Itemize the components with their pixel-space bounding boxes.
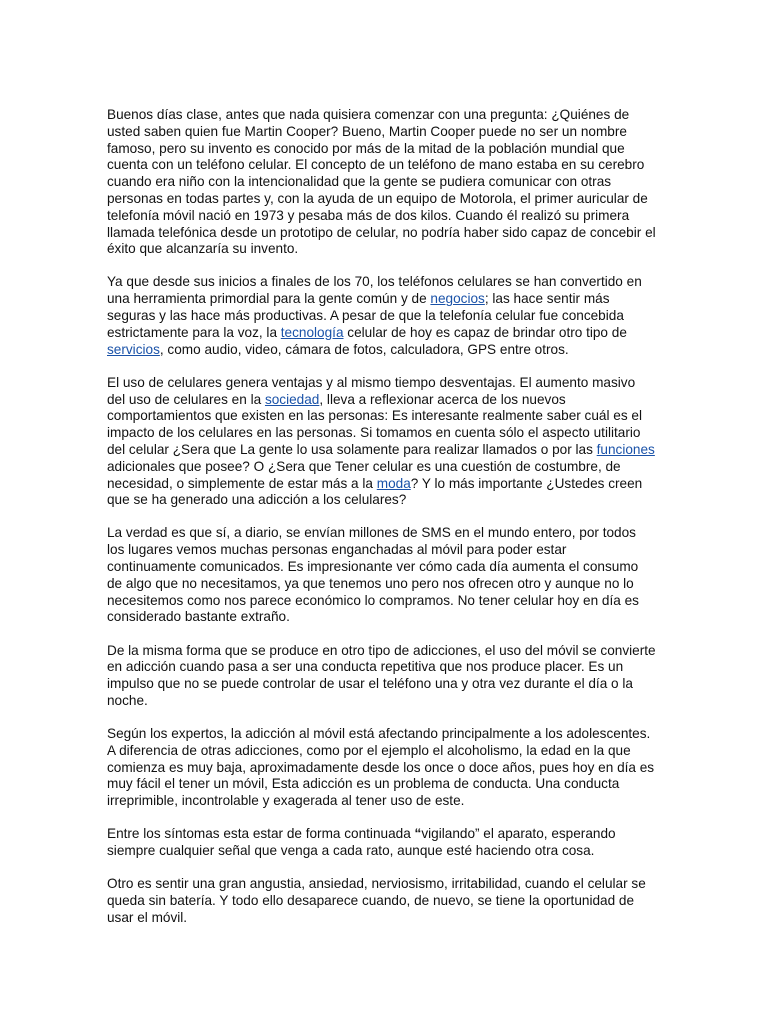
text-segment: La verdad es que sí, a diario, se envían millones de SMS en el mundo entero, por todos los lugares vemos muchas personas enganchadas al móvil para poder estar continuamente comunicados. Es impresionante ver cómo cada día aumenta el consumo de algo que no necesitamos, ya que tenemos uno pero nos ofrecen otro y aunque no lo necesitemos como nos parece económico lo compramos. No tener celular hoy en día es considerado bastante extraño. <box>107 525 639 625</box>
text-segment: vigilando” el aparato, esperando siempre cualquier señal que venga a cada rato, aunque esté haciendo otra cosa. <box>107 826 616 859</box>
paragraph-7 <box>107 826 657 860</box>
text-segment: Ya que desde sus inicios a finales de los 70, los teléfonos celulares se han convertido en una herramienta primordial para la gente común y de <box>107 274 642 307</box>
paragraph-3 <box>107 375 657 509</box>
text-segment: celular de hoy es capaz de brindar otro tipo de <box>343 324 627 340</box>
text-segment: ; las hace sentir más seguras y las hace más productivas. A pesar de que la telefonía celular fue concebida estrictamente para la voz, la <box>107 291 624 340</box>
paragraph-2 <box>107 274 657 358</box>
paragraph-8 <box>107 876 657 926</box>
text-segment: El uso de celulares genera ventajas y al mismo tiempo desventajas. El aumento masivo del uso de celulares en la <box>107 374 636 407</box>
link-tecnolog-a[interactable]: tecnología <box>280 324 344 340</box>
paragraph-1 <box>107 107 657 258</box>
text-segment: De la misma forma que se produce en otro tipo de adicciones, el uso del móvil se convierte en adicción cuando pasa a ser una conducta repetitiva que nos produce placer. Es un impulso que no se puede controlar de usar el teléfono una y otra vez durante el día o la noche. <box>107 642 656 708</box>
paragraph-5 <box>107 643 657 710</box>
text-segment: , lleva a reflexionar acerca de los nuevos comportamientos que existen en las personas: Es interesante realmente saber cuál es el impacto de los celulares en las personas. Si tomamos en cuenta sólo el aspecto utilitario del celular ¿Sera que La gente lo usa solamente para realizar llamados o por las <box>107 391 642 457</box>
paragraph-6 <box>107 726 657 810</box>
text-segment: Según los expertos, la adicción al móvil está afectando principalmente a los adolescentes. A diferencia de otras adicciones, como por el ejemplo el alcoholismo, la edad en la que comienza es muy baja, aproximadamente desde los once o doce años, pues hoy en día es muy fácil el tener un móvil, Esta adicción es un problema de conducta. Una conducta irreprimible, incontrolable y exagerada al tener uso de este. <box>107 725 655 809</box>
link-moda[interactable]: moda <box>376 475 411 491</box>
document-body <box>107 107 657 943</box>
text-segment: Otro es sentir una gran angustia, ansiedad, nerviosismo, irritabilidad, cuando el celular se queda sin batería. Y todo ello desaparece cuando, de nuevo, se tiene la oportunidad de usar el móvil. <box>107 876 646 925</box>
text-segment: Entre los síntomas esta estar de forma continuada <box>107 826 415 842</box>
link-servicios[interactable]: servicios <box>107 341 160 357</box>
paragraph-4 <box>107 525 657 626</box>
text-segment: adicionales que posee? O ¿Sera que Tener celular es una cuestión de costumbre, de necesidad, o simplemente de estar más a la <box>107 458 621 491</box>
link-funciones[interactable]: funciones <box>596 441 655 457</box>
bold-text: “ <box>414 826 422 842</box>
text-segment: Buenos días clase, antes que nada quisiera comenzar con una pregunta: ¿Quiénes de usted saben quien fue Martin Cooper? Bueno, Martin Cooper puede no ser un nombre famoso, pero su invento es conocido por más de la mitad de la población mundial que cuenta con un teléfono celular. El concepto de un teléfono de mano estaba en su cerebro cuando era niño con la intencionalidad que la gente se pudiera comunicar con otras personas en todas partes y, con la ayuda de un equipo de Motorola, el primer auricular de telefonía móvil nació en 1973 y pesaba más de dos kilos. Cuando él realizó su primera llamada telefónica desde un prototipo de celular, no podría haber sido capaz de concebir el éxito que alcanzaría su invento. <box>107 107 656 257</box>
link-sociedad[interactable]: sociedad <box>264 391 320 407</box>
text-segment: ? Y lo más importante ¿Ustedes creen que se ha generado una adicción a los celulares? <box>107 475 643 508</box>
link-negocios[interactable]: negocios <box>430 291 485 307</box>
text-segment: , como audio, video, cámara de fotos, calculadora, GPS entre otros. <box>159 341 569 357</box>
